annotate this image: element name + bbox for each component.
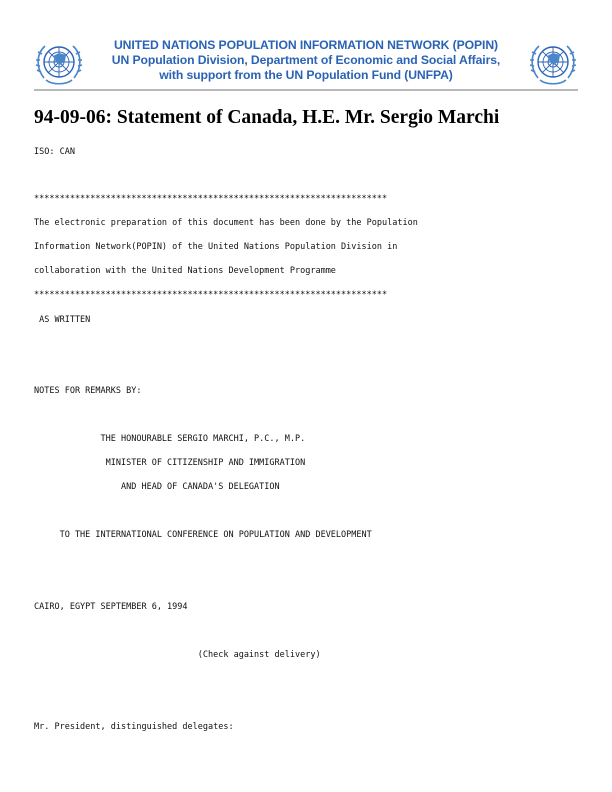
iso-code: ISO: CAN xyxy=(34,147,75,157)
speaker-line-1: THE HONOURABLE SERGIO MARCHI, P.C., M.P. xyxy=(34,434,306,444)
notes-heading: NOTES FOR REMARKS BY: xyxy=(34,386,142,396)
document-title: 94-09-06: Statement of Canada, H.E. Mr. Sergio Marchi xyxy=(34,107,500,128)
notice-line-2: Information Network(POPIN) of the United Nations Population Division in xyxy=(34,242,398,252)
stars-divider-top: ********************************************************************* xyxy=(34,194,388,204)
speaker-line-3: AND HEAD OF CANADA'S DELEGATION xyxy=(34,482,280,492)
conference-line: TO THE INTERNATIONAL CONFERENCE ON POPULATION AND DEVELOPMENT xyxy=(34,530,372,540)
header-line-2: UN Population Division, Department of Economic and Social Affairs, xyxy=(111,53,501,67)
place-date: CAIRO, EGYPT SEPTEMBER 6, 1994 xyxy=(34,602,188,612)
header-line-3: with support from the UN Population Fund (UNFPA) xyxy=(159,68,453,82)
as-written-label: AS WRITTEN xyxy=(34,315,91,325)
header-divider xyxy=(34,89,578,91)
notice-line-3: collaboration with the United Nations Development Programme xyxy=(34,266,336,276)
check-against-delivery: (Check against delivery) xyxy=(34,650,321,660)
un-emblem-icon xyxy=(528,38,578,88)
stars-divider-bottom: ********************************************************************* xyxy=(34,290,388,300)
header-line-1: UNITED NATIONS POPULATION INFORMATION NETWORK (POPIN) xyxy=(113,38,498,52)
notice-line-1: The electronic preparation of this document has been done by the Population xyxy=(34,218,418,228)
speaker-line-2: MINISTER OF CITIZENSHIP AND IMMIGRATION xyxy=(34,458,306,468)
un-emblem-icon xyxy=(34,38,84,88)
salutation: Mr. President, distinguished delegates: xyxy=(34,722,234,732)
header-title-block xyxy=(94,38,518,83)
popin-header xyxy=(34,36,578,88)
